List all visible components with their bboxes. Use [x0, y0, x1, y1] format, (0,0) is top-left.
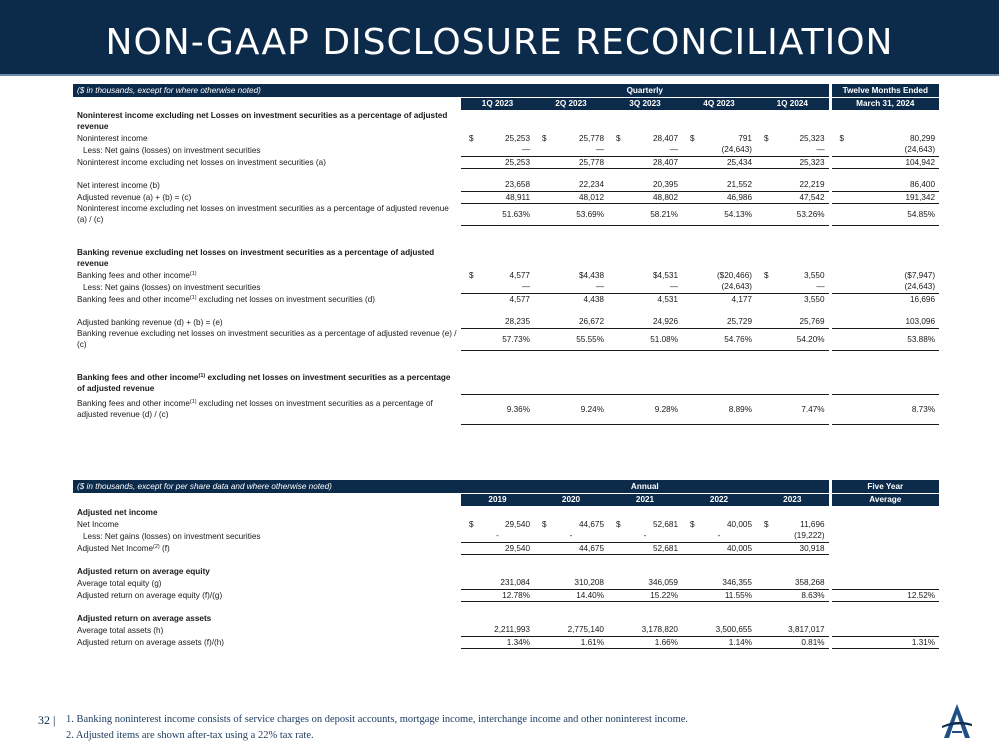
column-header: 4Q 2023 — [682, 97, 756, 110]
table-row: Less: Net gains (losses) on investment securities — — — (24,643) — (24,643) — [73, 144, 939, 156]
table-row: Less: Net gains (losses) on investment securities — — — (24,643) — (24,643) — [73, 281, 939, 293]
group-label: Quarterly — [461, 84, 830, 97]
column-header: 2Q 2023 — [534, 97, 608, 110]
column-header: 1Q 2023 — [461, 97, 534, 110]
row-label: Adjusted return on average assets (f)/(h) — [77, 637, 224, 647]
row-label: Noninterest income — [77, 133, 148, 143]
row-label: Banking fees and other income$^{(1)}$ — [77, 270, 197, 280]
table-row: Banking fees and other income$^{(1)}$ $ 4,577 $4,438 $4,531 ($20,466) $ 3,550 ($7,947) — [73, 269, 939, 281]
section-heading-row — [73, 110, 939, 132]
column-header: 2023 — [756, 493, 830, 506]
table-row: Noninterest income excluding net losses on investment securities (a) 25,253 25,778 28,407 25,434 25,323 104,942 — [73, 156, 939, 168]
company-logo-a-icon — [940, 702, 974, 742]
row-label: Less: Net gains (losses) on investment securities — [83, 282, 261, 292]
table-row: Adjusted banking revenue (d) + (b) = (e) 28,235 26,672 24,926 25,729 25,769 103,096 — [73, 316, 939, 328]
column-header: 2021 — [608, 493, 682, 506]
table-row: Average total assets (h) 2,211,993 2,775,140 3,178,820 3,500,655 3,817,017 — [73, 624, 939, 636]
table-row: Noninterest income $ 25,253 $ 25,778 $ 28,407 $ 791 $ 25,323 $ 80,299 — [73, 132, 939, 144]
quarterly-reconciliation-table — [73, 84, 939, 425]
last-group-label: Twelve Months Ended — [830, 84, 939, 97]
footnote: 1. Banking noninterest income consists of service charges on deposit accounts, mortgage income, interchange income and other noninterest income. — [66, 714, 689, 725]
table-row: Net interest income (b) 23,658 22,234 20,395 21,552 22,219 86,400 — [73, 179, 939, 191]
section-heading-row — [73, 372, 939, 394]
footnotes — [66, 712, 688, 744]
table-row: Net Income $ 29,540 $ 44,675 $ 52,681 $ 40,005 $ 11,696 — [73, 518, 939, 530]
table-row: Adjusted return on average equity (f)/(g) 12.78% 14.40% 15.22% 11.55% 8.63% 12.52% — [73, 589, 939, 601]
table-row: Adjusted revenue (a) + (b) = (c) 48,911 48,012 48,802 46,986 47,542 191,342 — [73, 191, 939, 203]
row-label: Banking revenue excluding net losses on investment securities as a percentage of adjusted revenue (e) / (c) — [77, 329, 457, 349]
section-heading: Banking revenue excluding net losses on investment securities as a percentage of adjusted revenue — [77, 248, 435, 268]
column-header: 2020 — [534, 493, 608, 506]
row-label: Adjusted Net Income$^{(2)}$ (f) — [77, 543, 170, 553]
row-label: Adjusted return on average equity (f)/(g) — [77, 590, 223, 600]
row-label: Net interest income (b) — [77, 180, 160, 190]
footnote: 2. Adjusted items are shown after-tax using a 22% tax rate. — [66, 730, 314, 741]
title-bar — [0, 0, 999, 76]
row-label: Less: Net gains (losses) on investment securities — [83, 145, 261, 155]
table-row: Noninterest income excluding net losses on investment securities as a percentage of adjusted revenue (a) / (c) 51.63% 53.69% 58.21% 54.13% 53.26% 54.85% — [73, 203, 939, 225]
section-heading-row — [73, 565, 939, 577]
table-header-row — [73, 480, 939, 493]
column-header: 1Q 2024 — [756, 97, 830, 110]
column-header-row — [73, 493, 939, 506]
table-row: Banking fees and other income$^{(1)}$ excluding net losses on investment securities (d) 4,577 4,438 4,531 4,177 3,550 16,696 — [73, 293, 939, 305]
table-row: Banking fees and other income$^{(1)}$ excluding net losses on investment securities as a percentage of adjusted revenue (d) / (c) 9.36% 9.24% 9.28% 8.89% 7.47% 8.73% — [73, 394, 939, 424]
footer — [0, 700, 999, 750]
section-heading-row — [73, 612, 939, 624]
row-label: Average total equity (g) — [77, 578, 162, 588]
column-header: 2022 — [682, 493, 756, 506]
column-header: March 31, 2024 — [830, 97, 939, 110]
table-header-row — [73, 84, 939, 97]
section-heading: Adjusted return on average assets — [77, 613, 212, 623]
section-heading: Adjusted return on average equity — [77, 566, 210, 576]
row-label: Noninterest income excluding net losses on investment securities as a percentage of adjusted revenue (a) / (c) — [77, 204, 449, 224]
column-header: 3Q 2023 — [608, 97, 682, 110]
table-row: Banking revenue excluding net losses on investment securities as a percentage of adjusted revenue (e) / (c) 57.73% 55.55% 51.08% 54.76% 54.20% 53.88% — [73, 328, 939, 350]
units-note: ($ in thousands, except for where otherwise noted) — [73, 84, 461, 97]
row-label: Adjusted banking revenue (d) + (b) = (e) — [77, 317, 223, 327]
section-heading: Adjusted net income — [77, 507, 158, 517]
column-header-row — [73, 97, 939, 110]
table-row: Adjusted Net Income$^{(2)}$ (f) 29,540 44,675 52,681 40,005 30,918 — [73, 542, 939, 554]
row-label: Banking fees and other income$^{(1)}$ excluding net losses on investment securities (d) — [77, 294, 376, 304]
row-label: Less: Net gains (losses) on investment securities — [83, 531, 261, 541]
section-heading: Noninterest income excluding net Losses on investment securities as a percentage of adjusted revenue — [77, 111, 448, 131]
units-note: ($ in thousands, except for per share data and where otherwise noted) — [73, 480, 461, 493]
row-label: Adjusted revenue (a) + (b) = (c) — [77, 192, 192, 202]
table-row: Less: Net gains (losses) on investment securities - - - - (19,222) — [73, 530, 939, 542]
row-label: Noninterest income excluding net losses on investment securities (a) — [77, 157, 326, 167]
column-header: Average — [830, 493, 939, 506]
group-label: Annual — [461, 480, 830, 493]
row-label: Banking fees and other income$^{(1)}$ excluding net losses on investment securities as a percentage of adjusted revenue (d) / (c) — [77, 399, 433, 419]
section-heading-row — [73, 247, 939, 269]
last-group-label: Five Year — [830, 480, 939, 493]
page-title: NON-GAAP DISCLOSURE RECONCILIATION — [105, 22, 894, 63]
annual-reconciliation-table — [73, 480, 939, 649]
row-label: Net Income — [77, 519, 119, 529]
section-heading-row — [73, 506, 939, 518]
page-number: 32 | — [38, 713, 56, 727]
table-row: Average total equity (g) 231,084 310,208 346,059 346,355 358,268 — [73, 577, 939, 589]
section-heading: Banking fees and other income$^{(1)}$ excluding net losses on investment securities as a percentage of adjusted revenue — [77, 373, 451, 393]
table-row: Adjusted return on average assets (f)/(h) 1.34% 1.61% 1.66% 1.14% 0.81% 1.31% — [73, 636, 939, 648]
row-label: Average total assets (h) — [77, 625, 164, 635]
column-header: 2019 — [461, 493, 534, 506]
